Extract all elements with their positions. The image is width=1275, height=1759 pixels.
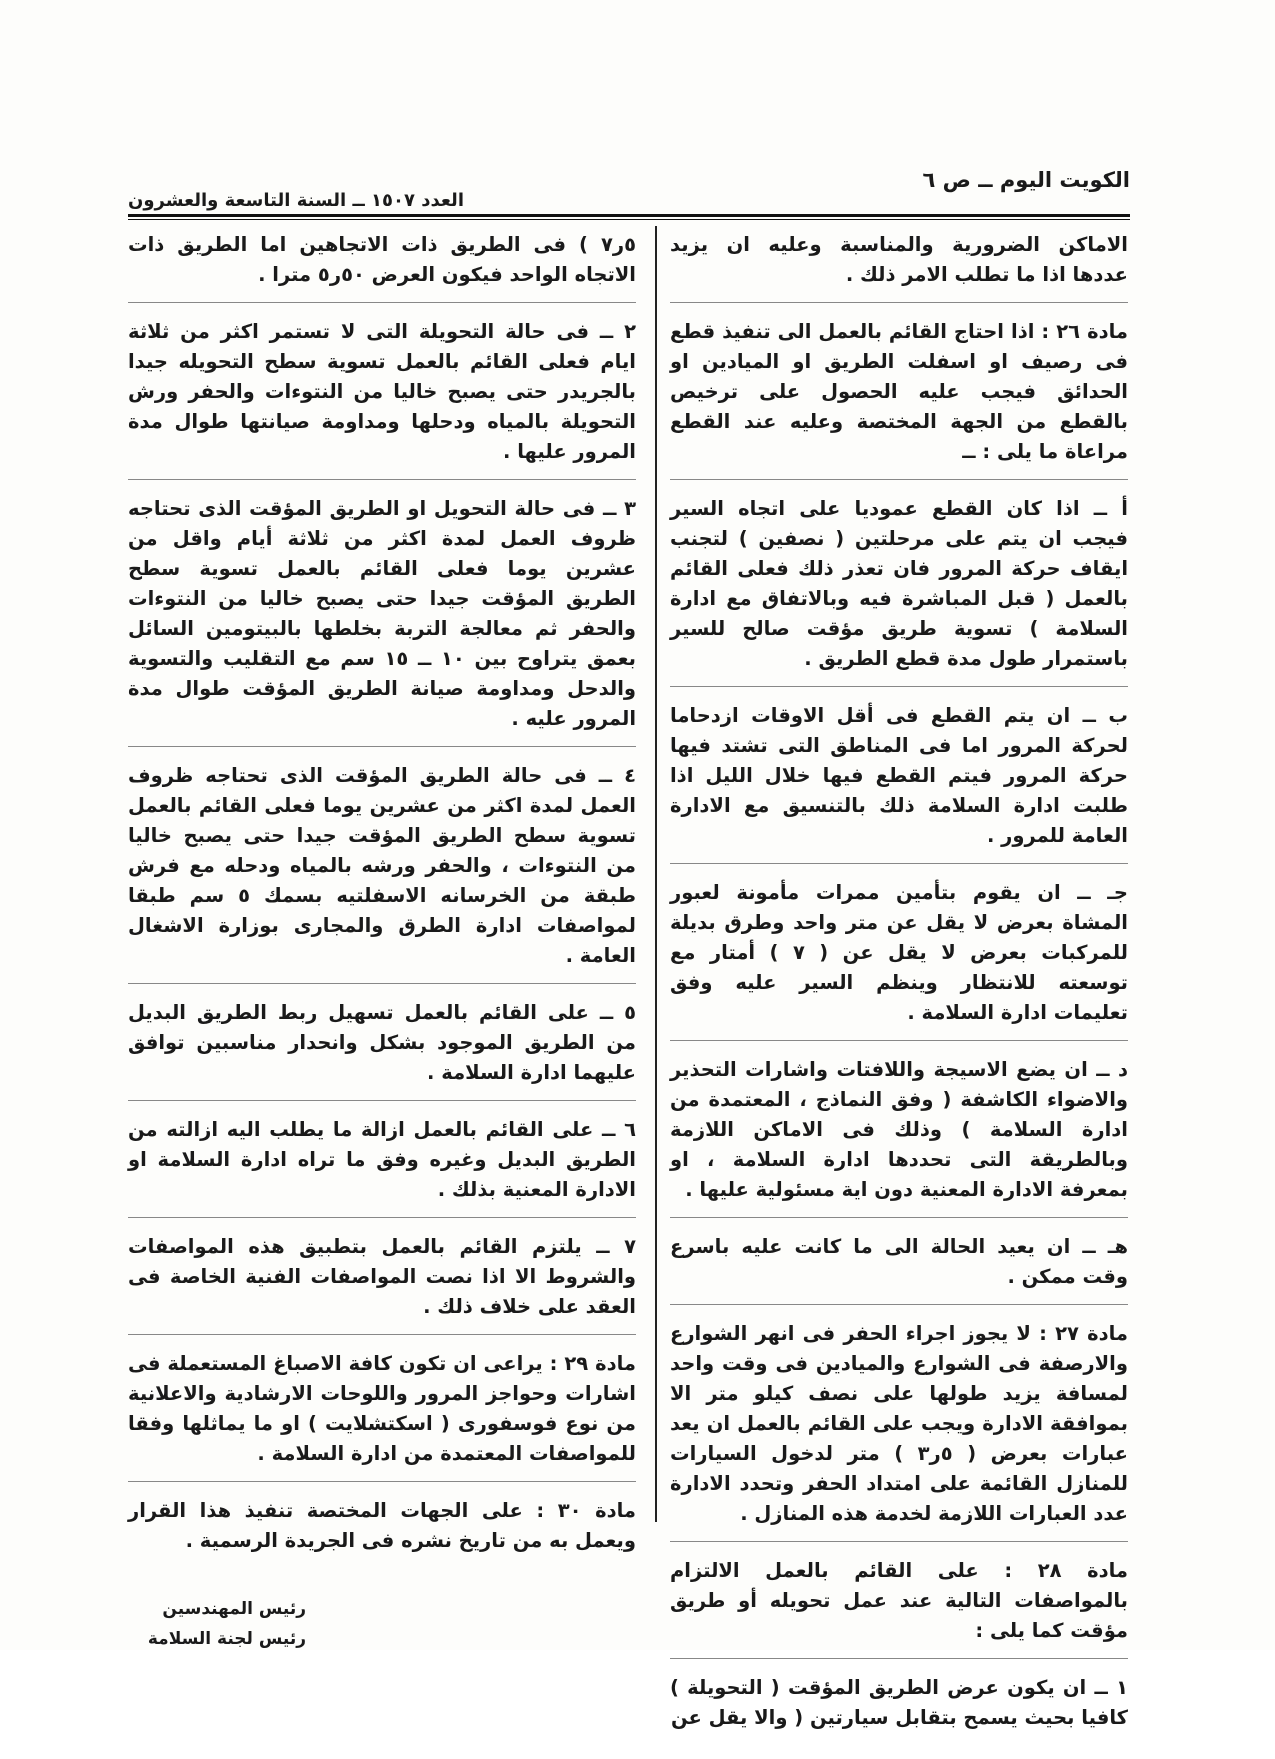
page-header — [128, 160, 1130, 220]
issue-line: العدد ١٥٠٧ ــ السنة التاسعة والعشرون — [128, 190, 464, 211]
paragraph-clause-b: ب ــ ان يتم القطع فى أقل الاوقات ازدحاما لحركة المرور اما فى المناطق التى تشتد فيها حركة المرور فيتم القطع فيها خلال الليل اذا طلبت ادارة السلامة ذلك بالتنسيق مع الادارة العامة للمرور . — [670, 701, 1128, 864]
paragraph-item-1: ١ ــ ان يكون عرض الطريق المؤقت ( التحويلة ) كافيا بحيث يسمح بتقابل سيارتين ( والا يقل عن — [670, 1676, 1128, 1729]
right-column — [670, 230, 1128, 1759]
paragraph-article-26: مادة ٢٦ : اذا احتاج القائم بالعمل الى تنفيذ قطع فى رصيف او اسفلت الطريق او الميادين او الحدائق فيجب عليه الحصول على ترخيص بالقطع من الجهة المختصة وعليه عند القطع مراعاة ما يلى : ــ — [670, 317, 1128, 480]
paragraph-article-29: مادة ٢٩ : يراعى ان تكون كافة الاصباغ المستعملة فى اشارات وحواجز المرور واللوحات الارشادية والاعلانية من نوع فوسفورى ( اسكتشلايت ) او ما يماثلها وفقا للمواصفات المعتمدة من ادارة السلامة . — [128, 1349, 636, 1482]
paragraph-clause-d: د ــ ان يضع الاسيجة واللافتات واشارات التحذير والاضواء الكاشفة ( وفق النماذج ، المعتمدة من ادارة السلامة ) وذلك فى الاماكن اللازمة وبالطريقة التى تحددها ادارة السلامة ، او بمعرفة الادارة المعنية دون اية مسئولية عليها . — [670, 1055, 1128, 1218]
signature-line-1: رئيس المهندسين — [162, 1599, 306, 1619]
paragraph-item-2: ٢ ــ فى حالة التحويلة التى لا تستمر اكثر من ثلاثة ايام فعلى القائم بالعمل تسوية سطح التحويله جيدا بالجريدر حتى يصبح خاليا من النتوءات والحفر ورش التحويلة بالمياه ودحلها ومداومة صيانتها طوال مدة المرور عليها . — [128, 317, 636, 480]
paragraph-article-30: مادة ٣٠ : على الجهات المختصة تنفيذ هذا القرار ويعمل به من تاريخ نشره فى الجريدة الرسمية . — [128, 1499, 637, 1552]
paragraph-item-3: ٣ ــ فى حالة التحويل او الطريق المؤقت الذى تحتاجه ظروف العمل لمدة اكثر من ثلاثة أيام واقل من عشرين يوما فعلى القائم بالعمل تسوية سطح الطريق المؤقت جيدا حتى يصبح خاليا من النتوءات والحفر ثم معالجة التربة بخلطها بالبيتومين السائل بعمق يتراوح بين ١٠ ــ ١٥ سم مع التقليب والتسوية والدحل ومداومة صيانة الطريق المؤقت طوال مدة المرور عليه . — [128, 494, 636, 747]
paragraph-item-7: ٧ ــ يلتزم القائم بالعمل بتطبيق هذه المواصفات والشروط الا اذا نصت المواصفات الفنية الخاصة فى العقد على خلاف ذلك . — [128, 1232, 636, 1335]
left-column — [128, 230, 636, 1654]
signature-block — [128, 1594, 636, 1654]
header-rule-thin — [128, 219, 1130, 220]
paragraph: الاماكن الضرورية والمناسبة وعليه ان يزيد عددها اذا ما تطلب الامر ذلك . — [670, 230, 1128, 303]
column-divider — [655, 226, 657, 1522]
paragraph-item-4: ٤ ــ فى حالة الطريق المؤقت الذى تحتاجه ظروف العمل لمدة اكثر من عشرين يوما فعلى القائم بالعمل تسوية سطح الطريق المؤقت جيدا حتى يصبح خاليا من النتوءات ، والحفر ورشه بالمياه ودحله مع فرش طبقة من الخرسانه الاسفلتيه بسمك ٥ سم طبقا لمواصفات ادارة الطرق والمجارى بوزارة الاشغال العامة . — [128, 761, 636, 984]
paragraph-clause-c: جـ ــ ان يقوم بتأمين ممرات مأمونة لعبور المشاة بعرض لا يقل عن متر واحد وطرق بديلة للمركبات بعرض لا يقل عن ( ٧ ) أمتار مع توسعته للانتظار وينظم السير عليه وفق تعليمات ادارة السلامة . — [670, 878, 1128, 1041]
paragraph-clause-a: أ ــ اذا كان القطع عموديا على اتجاه السير فيجب ان يتم على مرحلتين ( نصفين ) لتجنب ايقاف حركة المرور فان تعذر ذلك فعلى القائم بالعمل ( قبل المباشرة فيه وبالاتفاق مع ادارة السلامة ) تسوية طريق مؤقت صالح للسير باستمرار طول مدة قطع الطريق . — [670, 494, 1128, 687]
paragraph-item-1-cont: ٥ر٧ ) فى الطريق ذات الاتجاهين اما الطريق ذات الاتجاه الواحد فيكون العرض ٥٠ر٥ مترا . — [128, 230, 636, 303]
paragraph-item-6: ٦ ــ على القائم بالعمل ازالة ما يطلب اليه ازالته من الطريق البديل وغيره وفق ما تراه ادارة السلامة او الادارة المعنية بذلك . — [128, 1115, 636, 1218]
paragraph-article-27: مادة ٢٧ : لا يجوز اجراء الحفر فى انهر الشوارع والارصفة فى الشوارع والميادين فى وقت واحد لمسافة يزيد طولها على نصف كيلو متر الا بموافقة الادارة ويجب على القائم بالعمل ان يعد عبارات بعرض ( ٥ر٣ ) متر لدخول السيارات للمنازل القائمة على امتداد الحفر وتحدد الادارة عدد العبارات اللازمة لخدمة هذه المنازل . — [670, 1319, 1128, 1542]
header-rule-thick — [128, 214, 1130, 217]
paragraph-clause-e: هـ ــ ان يعيد الحالة الى ما كانت عليه باسرع وقت ممكن . — [670, 1232, 1128, 1305]
paragraph-article-28: مادة ٢٨ : على القائم بالعمل الالتزام بالمواصفات التالية عند عمل تحويله أو طريق مؤقت كما يلى : — [670, 1556, 1128, 1659]
paragraph-item-5: ٥ ــ على القائم بالعمل تسهيل ربط الطريق البديل من الطريق الموجود بشكل وانحدار مناسبين توافق عليهما ادارة السلامة . — [128, 998, 636, 1101]
masthead-title: الكويت اليوم ــ ص ٦ — [922, 168, 1130, 192]
signature-line-2: رئيس لجنة السلامة — [147, 1629, 306, 1649]
